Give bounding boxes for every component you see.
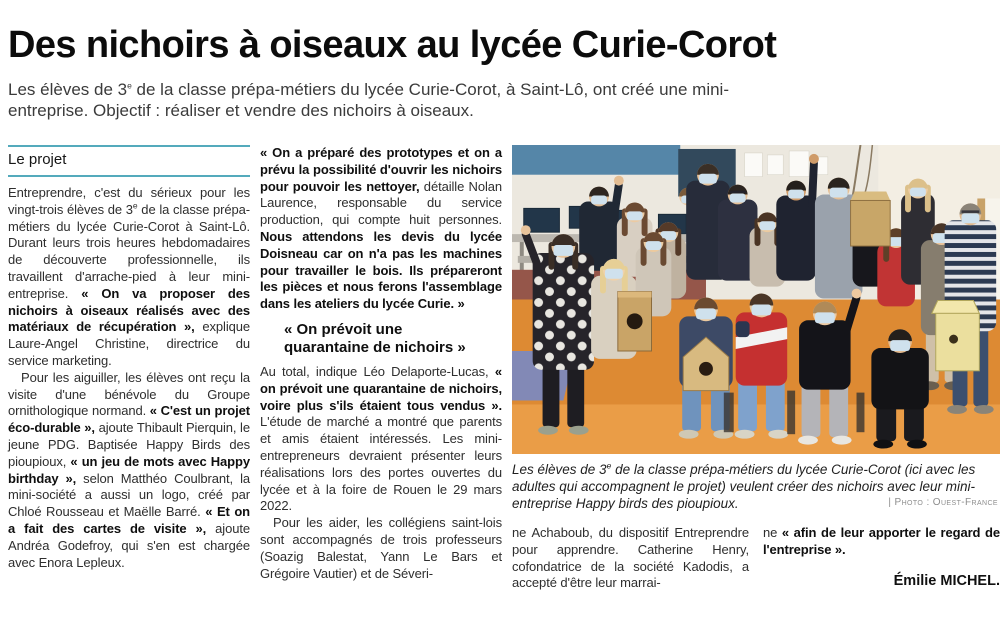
article-paragraph: Pour les aiguiller, les élèves ont reçu la visite d'une bénévole du Groupe ornithologique normand. « C'est un projet éco-durable », ajoute Thibault Pierquin, le jeune PDG. Baptisée Happy Birds des pioupioux, « un jeu de mots avec Happy birthday », selon Matthéo Coulbrant, la mini-société a aussi un logo, créé par Chloé Rousseau et Maëlle Barré. « Et on a fait des cartes de visite », ajoute Andréa Godefroy, qui s'en est chargée avec Enora Lepleux. [8, 369, 251, 570]
article-paragraph: Au total, indique Léo Delaporte-Lucas, « on prévoit une quarantaine de nichoirs, voire plus s'ils étaient tous vendus ». L'étude de marché a montré que parents et amis étaient intéressés. Les mini-entrepreneurs devraient présenter leurs réalisations lors des portes ouvertes du lycée et à la foire de Rouen le 29 mars 2022. [260, 363, 502, 514]
article-paragraph: Pour les aider, les collégiens saint-lois sont accompagnés de trois professeurs (Soazig Balestat, Yann Le Bars et Grégoire Vautier) et de Séveri- [260, 515, 502, 581]
continuation-paragraph: ne Achaboub, du dispositif Entreprendre pour apprendre. Catherine Henry, cofondatrice de la société Kadodis, a accepté d'être leur marrai- [512, 525, 749, 591]
photo-caption-text: Les élèves de 3e de la classe prépa-métiers du lycée Curie-Corot (ici avec les adultes qui accompagnent le projet) veulent créer des nichoirs avec leur mini-entreprise Happy birds des pioupioux. [512, 460, 976, 511]
section-kicker [8, 145, 250, 177]
photo-credit: | Photo : Ouest-France [888, 497, 998, 508]
headline: Des nichoirs à oiseaux au lycée Curie-Corot [8, 24, 777, 66]
class-photo-illustration [512, 145, 1000, 454]
column-1 [8, 145, 250, 592]
photo-block [512, 145, 1000, 592]
article-paragraph: « On a préparé des prototypes et on a prévu la possibilité d'ouvrir les nichoirs pour pouvoir les nettoyer, détaille Nolan Laurence, responsable du service production, qui compte huit personnes. Nous attendons les devis du lycée Doisneau car on n'a pas les machines pour travailler le bois. Ils prépareront les pièces et nous ferons l'assemblage dans les ateliers du lycée Curie. » [260, 145, 502, 312]
article-paragraph: Entreprendre, c'est du sérieux pour les vingt-trois élèves de 3e de la classe prépa-métiers du lycée Curie-Corot à Saint-Lô. Durant leurs trois heures hebdomadaires de découverte professionnelle, ils travaillent d'arrache-pied à leur mini-entreprise. « On va proposer des nichoirs à oiseaux réalisés avec des matériaux de récupération », explique Laure-Angel Christine, directrice du service marketing. [8, 185, 251, 368]
continuation-columns [512, 525, 1000, 592]
crosshead: « On prévoit une quarantaine de nichoirs » [284, 320, 466, 356]
column-2 [260, 145, 502, 592]
standfirst: Les élèves de 3e de la classe prépa-métiers du lycée Curie-Corot, à Saint-Lô, ont créé une mini-entreprise. Objectif : réaliser et vendre des nichoirs à oiseaux. [8, 80, 729, 120]
article-body [8, 145, 1000, 592]
byline: Émilie MICHEL. [893, 572, 1000, 589]
closing-paragraph: ne « afin de leur apporter le regard de l'entreprise ». [763, 525, 1000, 557]
kicker-label: Le projet [8, 151, 67, 168]
class-photo [512, 145, 1000, 454]
photo-caption [512, 461, 1000, 512]
